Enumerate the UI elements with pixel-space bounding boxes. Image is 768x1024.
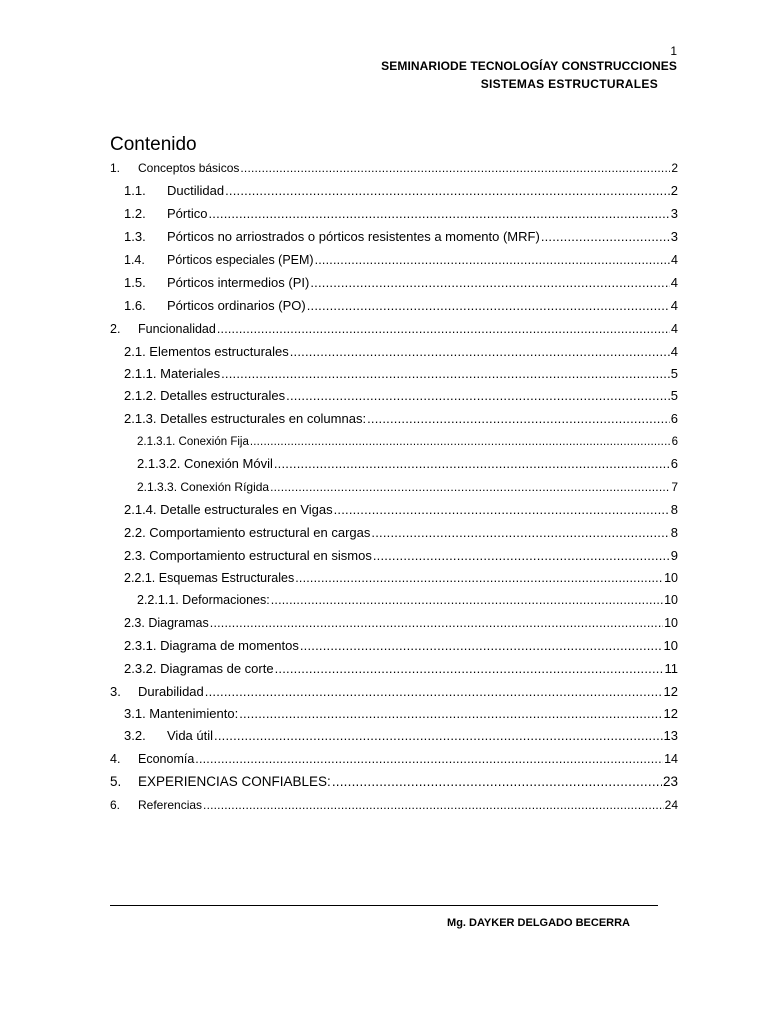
toc-entry-leader [286,388,670,403]
toc-entry-page: 9 [670,548,678,563]
toc-entry-label: 2.2. Comportamiento estructural en cargas [124,525,371,540]
toc-entry[interactable] [110,474,678,494]
toc-entry-leader [541,229,670,244]
toc-entry[interactable] [110,383,678,403]
toc-entry[interactable] [110,361,678,381]
toc-entry[interactable] [110,792,678,812]
toc-entry-number: 3.2. [124,728,146,743]
toc-entry-label: 2.1.4. Detalle estructurales en Vigas [124,502,333,517]
toc-entry-number: 3. [110,684,121,699]
toc-entry[interactable] [110,679,678,699]
toc-entry-leader [240,161,670,175]
toc-entry-number: 4. [110,752,121,766]
toc-entry-leader [275,661,664,676]
toc-entry-label: Pórticos especiales (PEM) [167,253,314,267]
toc-entry[interactable] [110,497,678,517]
toc-entry-label: 2.1. Elementos estructurales [124,344,289,359]
toc-entry-number: 1.1. [124,183,146,198]
toc-entry-page: 24 [664,798,678,812]
toc-entry-page: 4 [671,322,678,336]
toc-entry-leader [239,706,662,721]
toc-entry[interactable] [110,565,678,585]
toc-entry-label: 2.1.1. Materiales [124,366,221,381]
toc-entry-page: 14 [664,752,678,766]
toc-entry[interactable] [110,769,678,789]
toc-entry-label: 2.3.2. Diagramas de corte [124,661,274,676]
page-number: 1 [670,44,677,58]
toc-entry[interactable] [110,701,678,721]
toc-entry[interactable] [110,610,678,630]
toc-entry-number: 1.5. [124,275,146,290]
toc-entry[interactable] [110,224,678,244]
toc-entry-leader [270,480,670,494]
toc-entry-page: 10 [664,593,678,607]
toc-entry[interactable] [110,316,678,336]
toc-entry-page: 2 [671,161,678,175]
toc-entry-page: 2 [670,183,678,198]
toc-entry[interactable] [110,723,678,743]
toc-entry-leader [310,275,669,290]
toc-entry[interactable] [110,428,678,448]
toc-entry-label: 2.3. Diagramas [124,616,209,630]
toc-entry-page: 8 [670,525,678,540]
toc-entry-leader [225,183,670,198]
toc-entry-leader [271,593,663,607]
toc-entry-label: Economía [138,752,195,766]
toc-entry-label: Pórtico [167,206,208,221]
toc-entry-label: 2.1.3.2. Conexión Móvil [137,456,273,471]
toc-entry-page: 4 [670,275,678,290]
toc-entry-leader [300,638,663,653]
toc-entry-leader [307,298,670,313]
toc-entry-page: 10 [664,616,678,630]
toc-entry-page: 8 [670,502,678,517]
toc-entry[interactable] [110,451,678,471]
toc-entry-leader [217,322,670,336]
toc-entry[interactable] [110,587,678,607]
toc-entry-page: 4 [670,298,678,313]
toc-entry-label: Funcionalidad [138,322,216,336]
toc-entry-leader [210,616,663,630]
toc-entry-leader [367,411,670,426]
toc-entry-page: 6 [671,436,678,448]
toc-entry-leader [315,253,670,267]
toc-entry-label: Pórticos ordinarios (PO) [167,298,306,313]
toc-entry[interactable] [110,178,678,198]
header-course-title: SEMINARIODE TECNOLOGÍAY CONSTRUCCIONES [381,59,677,73]
toc-entry-page: 11 [664,661,678,676]
toc-entry-page: 4 [670,344,678,359]
toc-entry-number: 1.2. [124,206,146,221]
toc-entry-page: 3 [670,206,678,221]
toc-entry-number: 1.3. [124,229,146,244]
toc-entry-leader [208,206,669,221]
toc-entry[interactable] [110,339,678,359]
toc-entry-number: 1.4. [124,253,145,267]
toc-entry-label: 2.2.1.1. Deformaciones: [137,593,270,607]
toc-entry-page: 5 [670,388,678,403]
toc-entry-page: 6 [670,456,678,471]
toc-entry-label: Durabilidad [138,684,204,699]
toc-entry-leader [221,366,670,381]
toc-entry-label: 2.1.3. Detalles estructurales en columnas: [124,411,367,426]
toc-entry-page: 6 [670,411,678,426]
toc-entry-page: 7 [671,480,678,494]
toc-entry-label: Referencias [138,798,203,812]
toc-entry-label: Pórticos no arriostrados o pórticos resistentes a momento (MRF) [167,229,540,244]
toc-entry-label: Conceptos básicos [138,161,240,175]
toc-entry-label: Vida útil [167,728,214,743]
toc-entry-label: Ductilidad [167,183,225,198]
toc-entry-leader [295,571,663,585]
toc-entry-number: 5. [110,774,122,789]
toc-entry-label: EXPERIENCIAS CONFIABLES: [138,774,331,789]
toc-entry-page: 10 [663,638,678,653]
toc-entry-page: 23 [662,774,678,789]
toc-entry-number: 2. [110,322,121,336]
toc-entry[interactable] [110,155,678,175]
toc-entry-leader [373,548,670,563]
toc-entry-label: 2.3. Comportamiento estructural en sismos [124,548,372,563]
toc-entry-leader [371,525,669,540]
toc-entry-page: 12 [663,684,678,699]
toc-entry-label: 2.2.1. Esquemas Estructurales [124,571,295,585]
toc-entry-leader [334,502,670,517]
toc-entry-leader [214,728,663,743]
toc-entry[interactable] [110,201,678,221]
toc-entry-page: 10 [664,571,678,585]
toc-entry-leader [203,798,664,812]
toc-entry-label: Pórticos intermedios (PI) [167,275,310,290]
toc-entry-label: 2.1.2. Detalles estructurales [124,388,286,403]
toc-entry-page: 4 [671,253,678,267]
toc-entry[interactable] [110,247,678,267]
toc-entry-leader [250,436,671,448]
toc-entry-leader [195,752,663,766]
toc-entry-number: 1. [110,161,121,175]
toc-entry-page: 5 [670,366,678,381]
toc-entry-page: 12 [663,706,678,721]
toc-entry-leader [290,344,670,359]
toc-entry[interactable] [110,520,678,540]
toc-entry-page: 13 [663,728,678,743]
footer-divider [110,905,658,906]
toc-entry-label: 2.3.1. Diagrama de momentos [124,638,299,653]
toc-entry[interactable] [110,543,678,563]
toc-entry-page: 3 [670,229,678,244]
toc-entry-number: 6. [110,798,121,812]
toc-entry[interactable] [110,270,678,290]
toc-entry[interactable] [110,746,678,766]
toc-entry-label: 2.1.3.1. Conexión Fija [137,436,249,448]
toc-entry-leader [274,456,670,471]
toc-entry[interactable] [110,293,678,313]
header-subject-title: SISTEMAS ESTRUCTURALES [480,77,658,91]
toc-entry[interactable] [110,406,678,426]
toc-entry-leader [332,774,662,789]
toc-entry-label: 2.1.3.3. Conexión Rígida [137,480,270,494]
toc-entry-leader [205,684,663,699]
toc-entry-label: 3.1. Mantenimiento: [124,706,239,721]
toc-entry[interactable] [110,656,678,676]
toc-title: Contenido [110,134,197,155]
toc-entry[interactable] [110,633,678,653]
toc-entry-number: 1.6. [124,298,146,313]
footer-author: Mg. DAYKER DELGADO BECERRA [447,917,630,929]
